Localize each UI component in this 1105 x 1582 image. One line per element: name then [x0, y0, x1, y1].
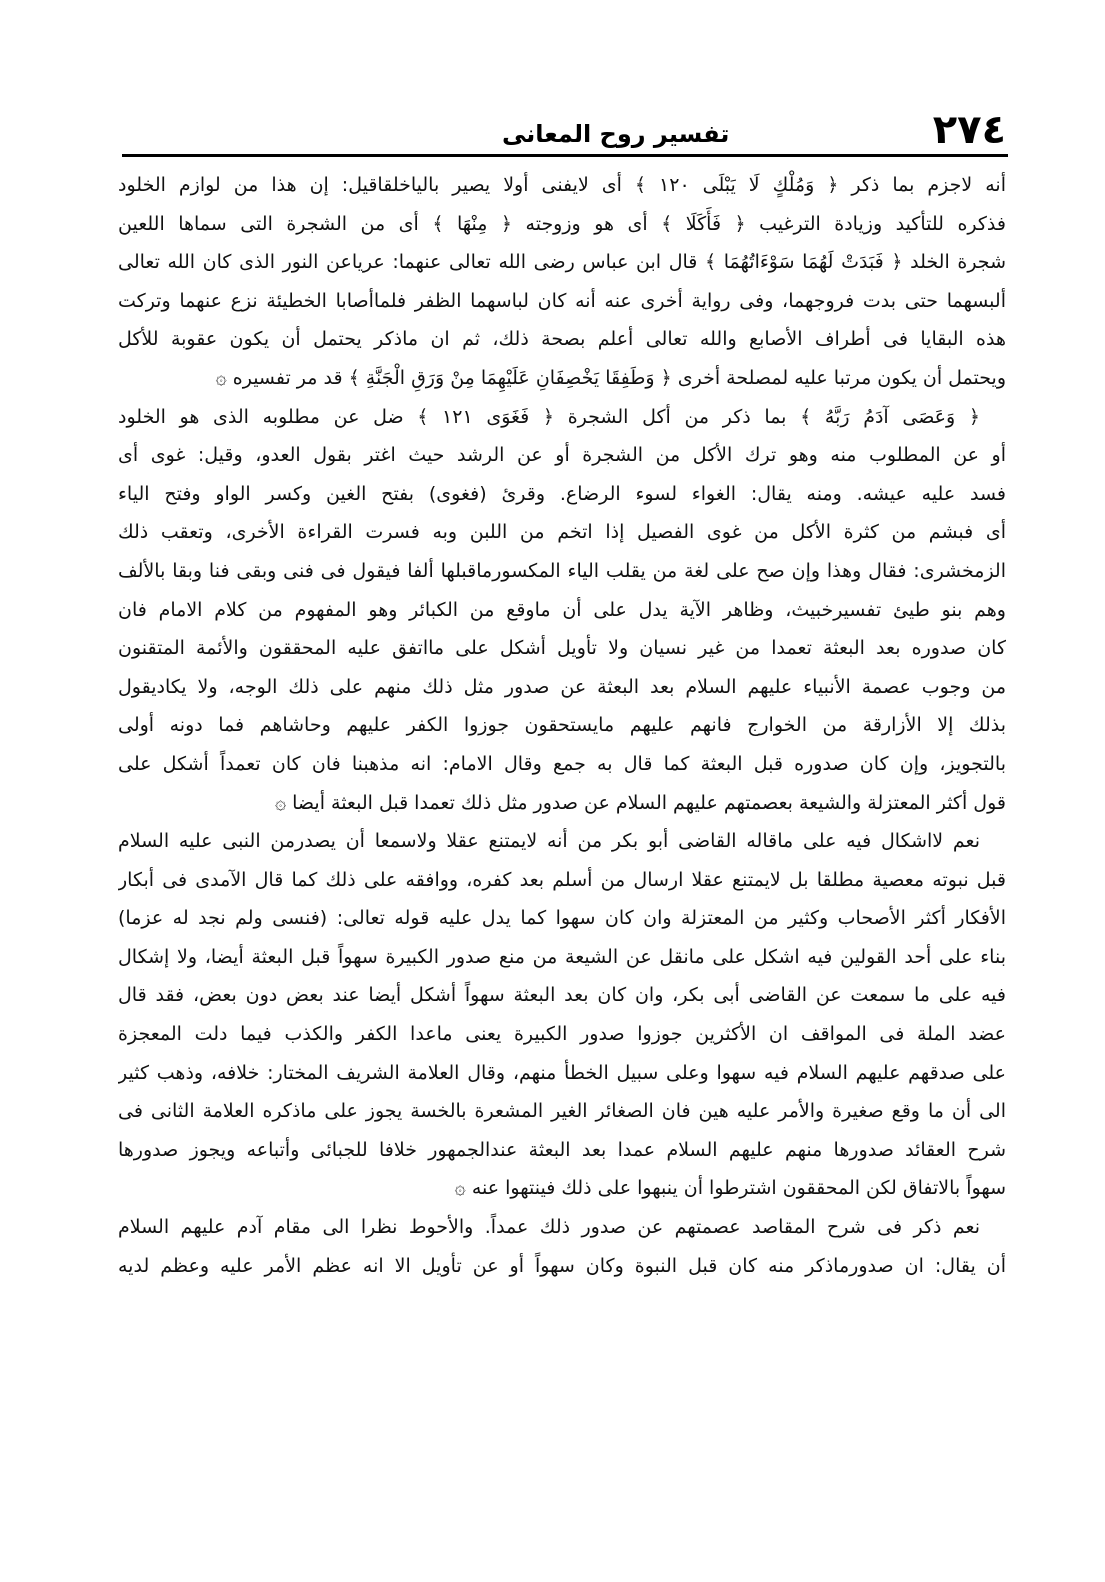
text-line: الى أن ما وقع صغيرة والأمر عليه هين فان الصغائر الغير المشعرة بالخسة يجوز على ماذكره العلامة الثانى فى: [118, 1100, 1006, 1123]
running-title: تفسير روح المعانى: [502, 120, 730, 148]
text-line: ألبسهما حتى بدت فروجهما، وفى رواية أخرى عنه أنه كان لباسهما الظفر فلماأصابا الخطيئة نزع عنهما وتركت: [118, 289, 1006, 312]
page-header: [122, 100, 1006, 154]
text-line: سهواً بالاتفاق لكن المحققون اشترطوا أن ينبهوا على ذلك فينتهوا عنه ۞: [454, 1177, 1006, 1200]
text-line: وهم بنو طيئ تفسيرخبيث، وظاهر الآية يدل على أن ماوقع من الكبائر وهو المفهوم من كلام الامام فان: [118, 598, 1006, 621]
text-line: نعم لااشكال فيه على ماقاله القاضى أبو بكر من أنه لايمتنع عقلا ولاسمعا أن يصدرمن النبى عليه السلام: [118, 830, 980, 853]
page-number: ٢٧٤: [932, 107, 1006, 153]
text-line: نعم ذكر فى شرح المقاصد عصمتهم عن صدور ذلك عمداً. والأحوط نظرا الى مقام آدم عليهم السلام: [118, 1216, 980, 1239]
text-line: بالتجويز، وإن كان صدوره قبل البعثة كما قال به جمع وقال الامام: انه مذهبنا فان كان تعمداً أشكل على: [118, 752, 1006, 775]
text-line: كان صدوره بعد البعثة تعمدا من غير نسيان ولا تأويل أشكل على مااتفق عليه المحققون والأئمة المتقنون: [118, 637, 1006, 660]
text-line: من وجوب عصمة الأنبياء عليهم السلام بعد البعثة عن صدور مثل ذلك منهم على ذلك الوجه، ولا يكاديقول: [118, 675, 1006, 698]
text-line: أى فبشم من كثرة الأكل من غوى الفصيل إذا اتخم من اللبن وبه فسرت القراءة الأخرى، وتعقب ذلك: [118, 521, 1006, 544]
text-line: الزمخشرى: فقال وهذا وإن صح على لغة من يقلب الياء المكسورماقبلها ألفا فيقول فى فنى وبقى فنا وبقا بالألف: [118, 559, 1006, 582]
text-line: بناء على أحد القولين فيه اشكل على مانقل عن الشيعة من منع صدور الكبيرة سهواً قبل البعثة أيضا، ولا إشكال: [118, 945, 1006, 968]
text-line: فذكره للتأكيد وزيادة الترغيب ﴿ فَأَكَلَا ﴾ أى هو وزوجته ﴿ مِنْهَا ﴾ أى من الشجرة التى سماها اللعين: [118, 212, 1006, 235]
text-line: أن يقال: ان صدورماذكر منه كان قبل النبوة وكان سهواً أو عن تأويل الا انه عظم الأمر عليه وعظم لديه: [118, 1254, 1006, 1277]
body-text: [118, 166, 1006, 1285]
text-line: فسد عليه عيشه. ومنه يقال: الغواء لسوء الرضاع. وقرئ (فغوى) بفتح الغين وكسر الواو وفتح الياء: [118, 482, 1006, 505]
text-line: هذه البقايا فى أطراف الأصابع والله تعالى أعلم بصحة ذلك، ثم ان ماذكر يحتمل أن يكون عقوبة للأكل: [118, 328, 1006, 351]
text-line: بذلك إلا الأزارقة من الخوارج فانهم عليهم مايستحقون جوزوا الكفر عليهم وحاشاهم فما دونه أولى: [118, 714, 1006, 737]
text-line: شرح العقائد صدورها منهم عليهم السلام عمدا بعد البعثة عندالجمهور خلافا للجبائى وأتباعه ويجوز صدورها: [118, 1138, 1006, 1161]
text-line: قبل نبوته معصية مطلقا بل لايمتنع عقلا ارسال من أسلم بعد كفره، ووافقه على ذلك كما قال الآمدى فى أبكار: [118, 868, 1006, 891]
text-line: عضد الملة فى المواقف ان الأكثرين جوزوا صدور الكبيرة يعنى ماعدا الكفر والكذب فيما دلت المعجزة: [118, 1023, 1006, 1046]
text-line: قول أكثر المعتزلة والشيعة بعصمتهم عليهم السلام عن صدور مثل ذلك تعمدا قبل البعثة أيضا ۞: [274, 791, 1006, 814]
text-line: أنه لاجزم بما ذكر ﴿ وَمُلْكٍ لَا يَبْلَى ١٢٠ ﴾ أى لايفنى أولا يصير بالياخلقاقيل: إن هذا من لوازم الخلود: [118, 174, 1006, 196]
text-line: الأفكار أكثر الأصحاب وكثير من المعتزلة وان كان سهوا كما يدل عليه قوله تعالى: (فنسى ولم نجد له عزما): [118, 907, 1006, 930]
text-line: ويحتمل أن يكون مرتبا عليه لمصلحة أخرى ﴿ وَطَفِقَا يَخْصِفَانِ عَلَيْهِمَا مِنْ وَرَقِ الْجَنَّةِ ﴾ قد مر تفسيره ۞: [215, 366, 1006, 389]
text-line: أو عن المطلوب منه وهو ترك الأكل من الشجرة أو عن الرشد حيث اغتر بقول العدو، وقيل: غوى أى: [118, 444, 1006, 467]
text-line: شجرة الخلد ﴿ فَبَدَتْ لَهُمَا سَوْءَاتُهُمَا ﴾ قال ابن عباس رضى الله تعالى عنهما: عرياعن النور الذى كان الله تعالى: [118, 251, 1006, 274]
text-line: ﴿ وَعَصَى آدَمُ رَبَّهُ ﴾ بما ذكر من أكل الشجرة ﴿ فَغَوَى ١٢١ ﴾ ضل عن مطلوبه الذى هو الخلود: [118, 405, 980, 428]
header-rule: [122, 154, 1008, 157]
text-line: فيه على ما سمعت عن القاضى أبى بكر، وان كان بعد البعثة سهواً أشكل أيضا عند بعض دون بعض، فقد قال: [118, 984, 1006, 1007]
text-line: على صدقهم عليهم السلام فيه سهوا وعلى سبيل الخطأ منهم، وقال العلامة الشريف المختار: خلافه، وذهب كثير: [118, 1061, 1006, 1084]
